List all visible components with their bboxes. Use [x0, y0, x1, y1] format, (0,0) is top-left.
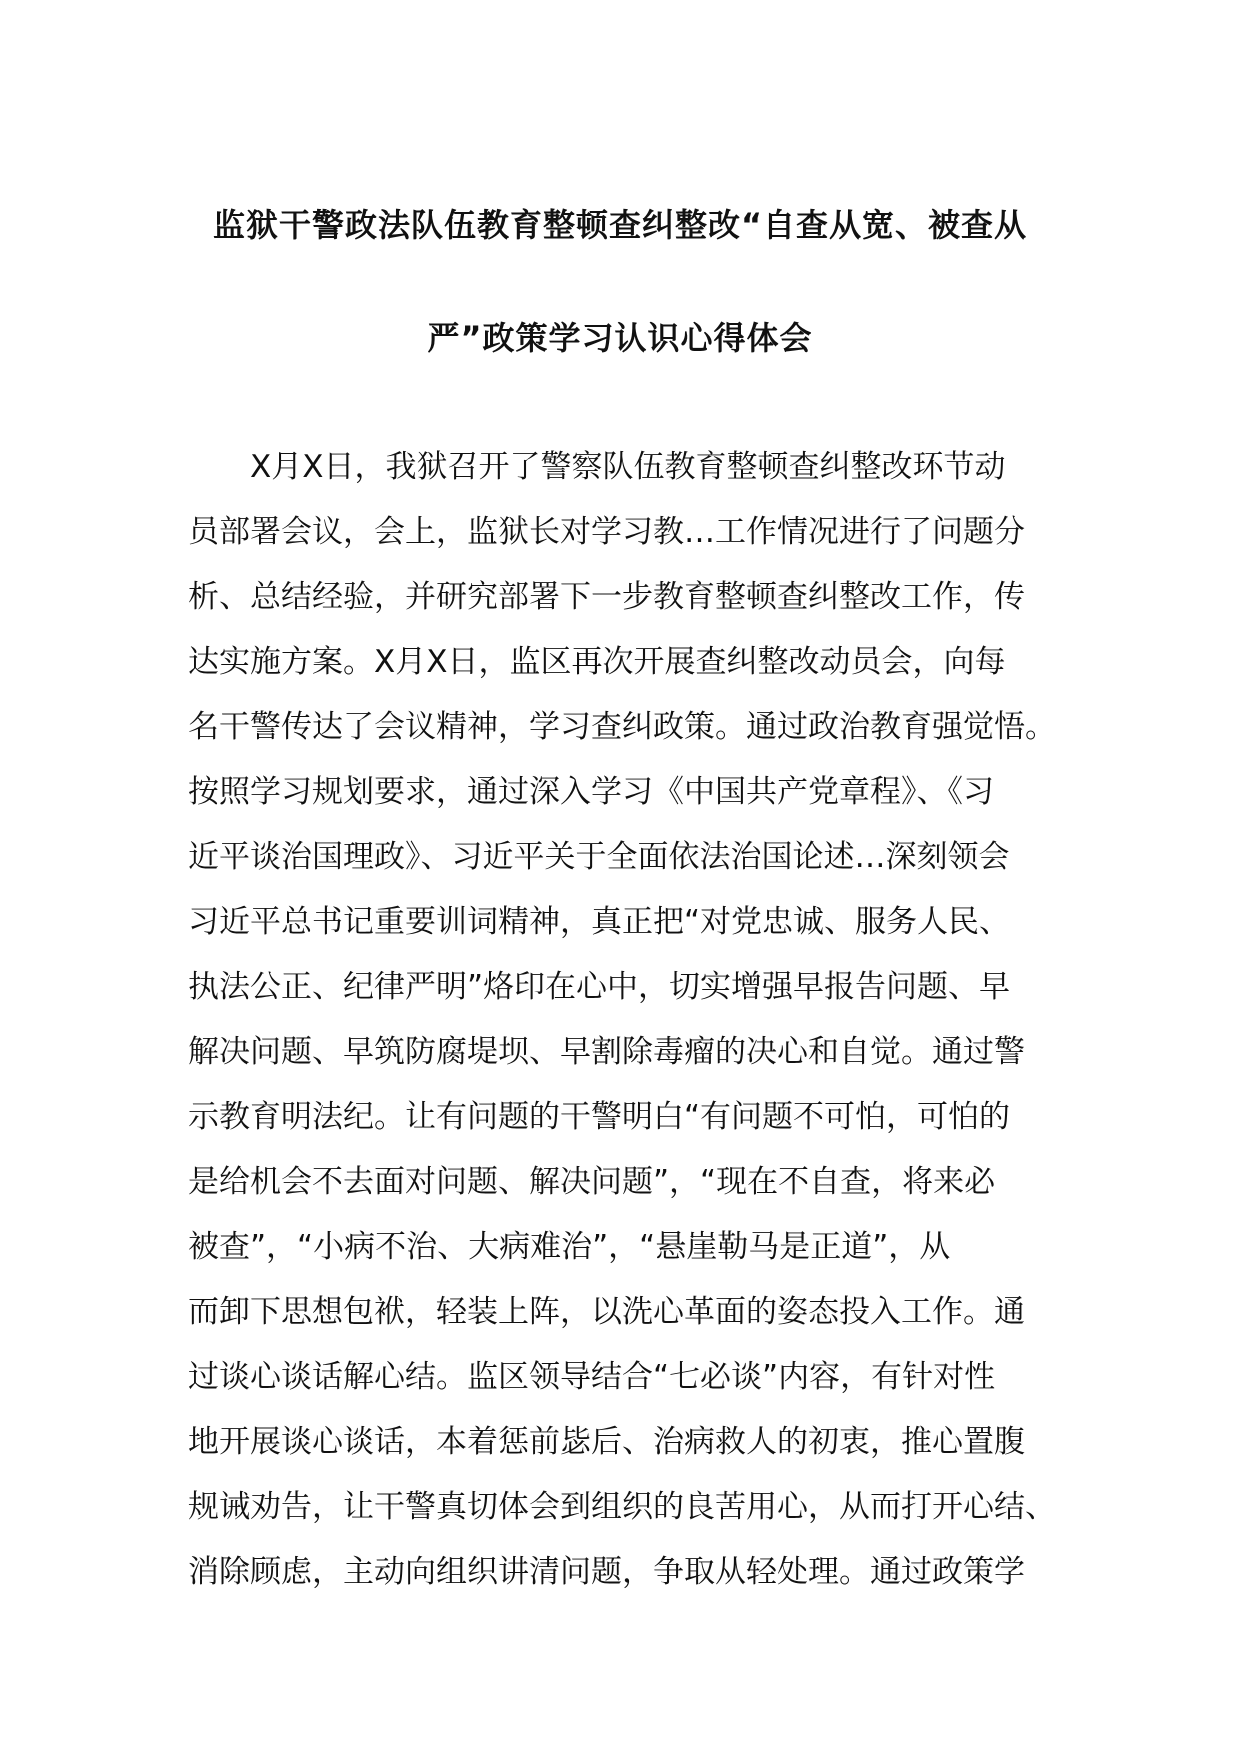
- document-body: [188, 435, 1056, 1605]
- body-line: 而卸下思想包袱，轻装上阵，以洗心革面的姿态投入工作。通: [188, 1294, 1025, 1330]
- body-line: 地开展谈心谈话，本着惩前毖后、治病救人的初衷，推心置腹: [188, 1424, 1025, 1460]
- body-line: 规诫劝告，让干警真切体会到组织的良苦用心，从而打开心结、: [188, 1489, 1056, 1525]
- document-title-line-2: 严”政策学习认识心得体会: [427, 319, 813, 357]
- body-line: 消除顾虑，主动向组织讲清问题，争取从轻处理。通过政策学: [188, 1554, 1025, 1590]
- body-line: 示教育明法纪。让有问题的干警明白“有问题不可怕，可怕的: [188, 1099, 1011, 1135]
- document-title-line-1: 监狱干警政法队伍教育整顿查纠整改“自查从宽、被查从: [212, 206, 1028, 244]
- body-line: 解决问题、早筑防腐堤坝、早割除毒瘤的决心和自觉。通过警: [188, 1034, 1025, 1070]
- body-line: 名干警传达了会议精神，学习查纠政策。通过政治教育强觉悟。: [188, 709, 1056, 745]
- body-line: 是给机会不去面对问题、解决问题”，“现在不自查，将来必: [188, 1164, 996, 1200]
- body-line: 习近平总书记重要训词精神，真正把“对党忠诚、服务人民、: [188, 904, 1011, 940]
- body-line: X月X日，我狱召开了警察队伍教育整顿查纠整改环节动: [250, 449, 1006, 485]
- body-line: 过谈心谈话解心结。监区领导结合“七必谈”内容，有针对性: [188, 1359, 996, 1395]
- body-line: 近平谈治国理政》、习近平关于全面依法治国论述…深刻领会: [188, 839, 1010, 875]
- body-line: 达实施方案。X月X日，监区再次开展查纠整改动员会，向每: [188, 644, 1006, 680]
- body-line: 按照学习规划要求，通过深入学习《中国共产党章程》、《习: [188, 774, 994, 810]
- body-line: 被查”，“小病不治、大病难治”，“悬崖勒马是正道”，从: [188, 1229, 951, 1265]
- body-line: 执法公正、纪律严明”烙印在心中，切实增强早报告问题、早: [188, 969, 1011, 1005]
- body-line: 析、总结经验，并研究部署下一步教育整顿查纠整改工作，传: [188, 579, 1025, 615]
- body-line: 员部署会议，会上，监狱长对学习教…工作情况进行了问题分: [188, 514, 1025, 550]
